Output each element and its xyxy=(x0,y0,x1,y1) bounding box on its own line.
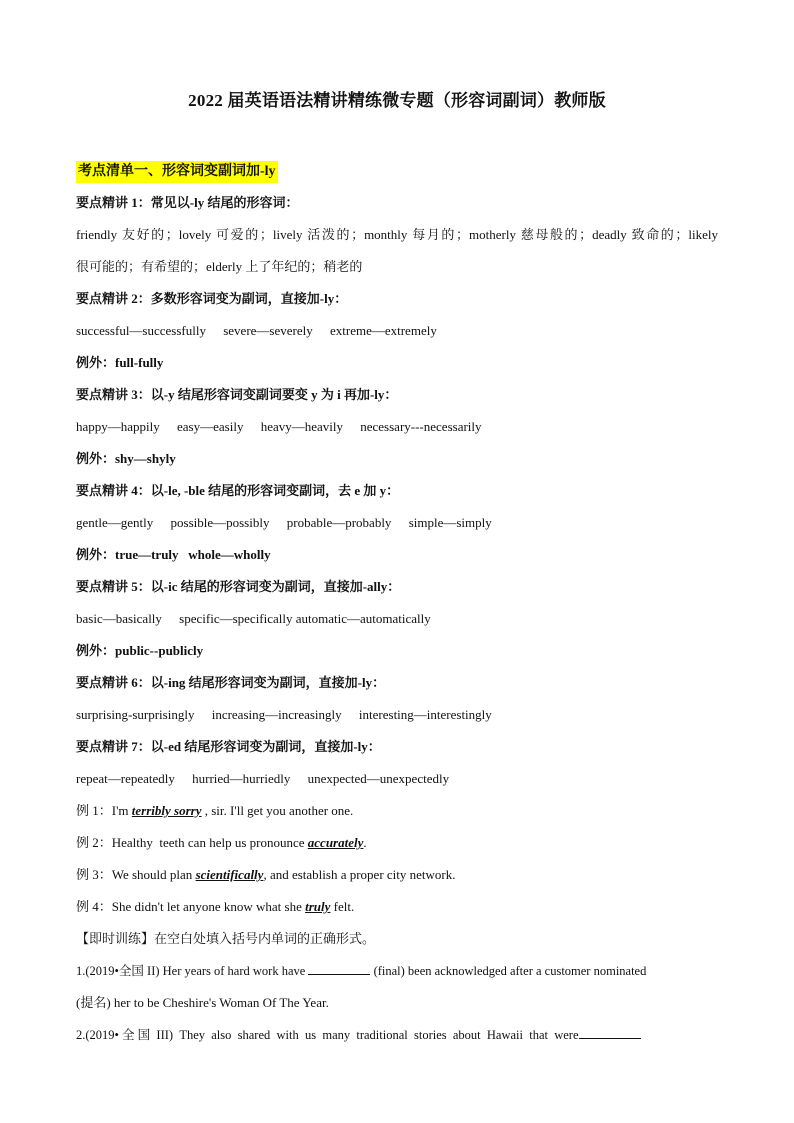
example-line xyxy=(76,507,718,539)
answer: accurately xyxy=(307,835,364,850)
example-line xyxy=(76,699,718,731)
exception: 例外：true—truly whole—wholly xyxy=(76,547,271,562)
example: probable—probably xyxy=(286,515,392,530)
answer: terribly sorry xyxy=(131,803,202,818)
example: interesting—interestingly xyxy=(358,707,492,722)
exception: 例外：full-fully xyxy=(76,355,164,370)
question-1: 1.(2019•全国 II) Her years of hard work have (final) been acknowledged after a customer nominated xyxy=(76,964,647,978)
example-line xyxy=(76,411,718,443)
example: severe—severely xyxy=(223,323,313,338)
example-sentence: 例 2：Healthy teeth can help us pronounce accurately. xyxy=(76,835,367,850)
answer: scientifically xyxy=(195,867,264,882)
page-title: 2022 届英语语法精讲精练微专题（形容词副词）教师版 xyxy=(188,91,606,110)
answer: truly xyxy=(305,899,331,914)
example: easy—easily xyxy=(177,419,244,434)
example: happy—happily xyxy=(76,419,160,434)
answer-blank[interactable] xyxy=(308,962,370,975)
example: repeat—repeatedly xyxy=(76,771,175,786)
example: simple—simply xyxy=(408,515,492,530)
example: unexpected—unexpectedly xyxy=(307,771,450,786)
example: specific—specifically automatic—automatically xyxy=(179,611,431,626)
example: heavy—heavily xyxy=(260,419,343,434)
example-sentence: 例 4：She didn't let anyone know what she truly felt. xyxy=(76,899,355,914)
point-label: 要点精讲 6：以-ing 结尾形容词变为副词，直接加-ly： xyxy=(76,675,386,690)
point-text: friendly 友好的；lovely 可爱的；lively 活泼的；monthly 每月的；motherly 慈母般的；deadly 致命的；likely xyxy=(76,227,718,242)
example: necessary---necessarily xyxy=(360,419,482,434)
point-label: 要点精讲 3：以-y 结尾形容词变副词要变 y 为 i 再加-ly： xyxy=(76,387,398,402)
example-sentence: 例 3：We should plan scientifically, and establish a proper city network. xyxy=(76,867,456,882)
exception: 例外：shy—shyly xyxy=(76,451,176,466)
example: possible—possibly xyxy=(170,515,270,530)
example: surprising-surprisingly xyxy=(76,707,195,722)
point-label: 要点精讲 5：以-ic 结尾的形容词变为副词，直接加-ally： xyxy=(76,579,401,594)
example-sentence: 例 1：I'm terribly sorry , sir. I'll get you another one. xyxy=(76,803,354,818)
point-label: 要点精讲 7：以-ed 结尾形容词变为副词，直接加-ly： xyxy=(76,739,381,754)
example-line xyxy=(76,315,718,347)
practice-title: 【即时训练】在空白处填入括号内单词的正确形式。 xyxy=(76,931,376,946)
example: hurried—hurriedly xyxy=(192,771,291,786)
question-1-cont: (提名) her to be Cheshire's Woman Of The Year. xyxy=(76,995,329,1010)
example: increasing—increasingly xyxy=(211,707,342,722)
example: extreme—extremely xyxy=(329,323,437,338)
example: gentle—gently xyxy=(76,515,154,530)
answer-blank[interactable] xyxy=(579,1026,641,1039)
question-2: 2.(2019• 全 国 III) They also shared with us many traditional stories about Hawaii that were xyxy=(76,1019,718,1051)
point-label: 要点精讲 4：以-le, -ble 结尾的形容词变副词，去 e 加 y： xyxy=(76,483,400,498)
example: basic—basically xyxy=(76,611,162,626)
point-label: 要点精讲 2：多数形容词变为副词，直接加-ly： xyxy=(76,291,348,306)
point-text: 很可能的；有希望的；elderly 上了年纪的；稍老的 xyxy=(76,259,363,274)
example: successful—successfully xyxy=(76,323,206,338)
content xyxy=(76,155,718,1051)
exception: 例外：public--publicly xyxy=(76,643,204,658)
example-line xyxy=(76,763,718,795)
example-line xyxy=(76,603,718,635)
section-heading: 考点清单一、形容词变副词加-ly xyxy=(76,161,278,183)
point-label: 要点精讲 1：常见以-ly 结尾的形容词： xyxy=(76,195,299,210)
